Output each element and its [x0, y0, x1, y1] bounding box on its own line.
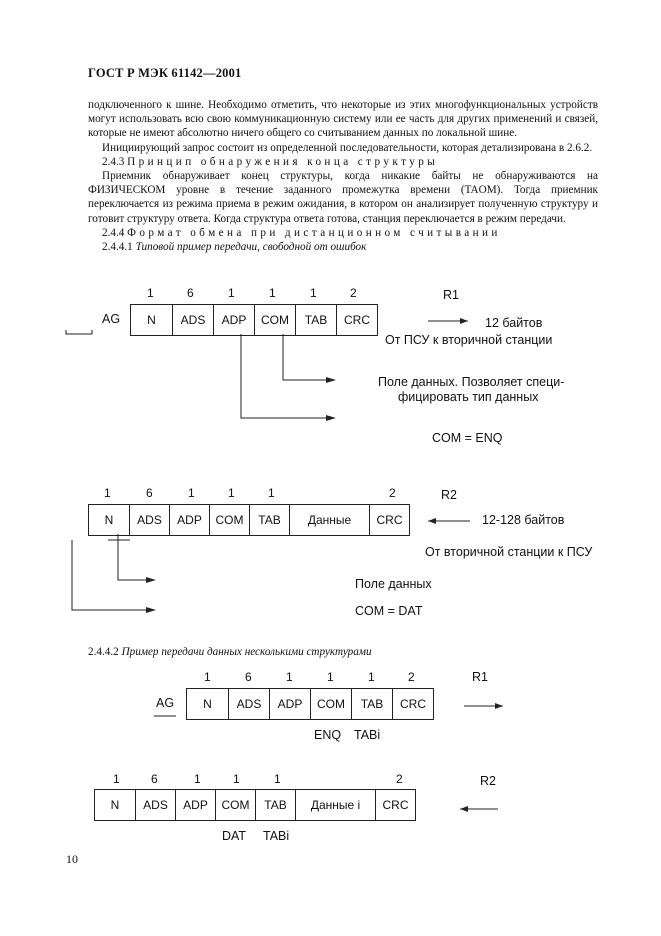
- connector-n: [72, 540, 150, 610]
- page-number: 10: [66, 852, 78, 866]
- data-field-note: Поле данных: [355, 577, 432, 591]
- com-value: ENQ: [314, 728, 342, 742]
- byte-count: 1: [147, 286, 154, 300]
- arrowhead: [146, 577, 156, 583]
- byte-count: 2: [396, 772, 403, 786]
- field-ads: ADS: [129, 505, 169, 535]
- byte-count: 1: [269, 286, 276, 300]
- byte-count: 1: [228, 286, 235, 300]
- byte-count: 6: [151, 772, 158, 786]
- arrowhead: [495, 703, 503, 709]
- byte-count: 1: [268, 486, 275, 500]
- byte-count: 1: [368, 670, 375, 684]
- field-adp: ADP: [269, 689, 310, 719]
- connector-adp: [241, 334, 330, 418]
- field-tab: TAB: [351, 689, 392, 719]
- field-com: COM: [209, 505, 249, 535]
- section-title: Пример передачи данных несколькими структурами: [121, 646, 372, 658]
- field-adp: ADP: [169, 505, 209, 535]
- field-n: N: [104, 513, 114, 527]
- section-number: 2.4.4: [102, 226, 125, 239]
- connector-com: [283, 334, 330, 380]
- field-n: N: [147, 313, 156, 327]
- byte-count: 2: [408, 670, 415, 684]
- byte-count: 1: [233, 772, 240, 786]
- document-header: ГОСТ Р МЭК 61142—2001: [88, 66, 242, 80]
- field-ads: ADS: [135, 790, 175, 820]
- field-crc: CRC: [369, 505, 409, 535]
- field-crc: CRC: [375, 790, 415, 820]
- frame-size: 12 байтов: [485, 316, 543, 330]
- byte-count: 1: [194, 772, 201, 786]
- field-crc: CRC: [336, 305, 377, 335]
- ag-bracket: [66, 330, 92, 334]
- paragraph-continuation: подключенного к шине. Необходимо отметить, что некоторые из этих многофункциональных устройств могут использовать всю свою коммуникационную систему или ее часть для других применений и связей, которые не имеют абсолютно ничего общего со считыванием данных по локальной шине.: [88, 99, 598, 140]
- field-tab: TAB: [255, 790, 295, 820]
- ag-prefix: AG: [102, 312, 121, 326]
- com-value: COM = ENQ: [432, 431, 503, 445]
- byte-count: 1: [274, 772, 281, 786]
- field-n: N: [203, 697, 212, 711]
- section-title: Типовой пример передачи, свободной от ошибок: [135, 241, 367, 254]
- arrowhead: [460, 806, 468, 812]
- field-adp: ADP: [175, 790, 215, 820]
- section-number: 2.4.4.1: [102, 241, 133, 254]
- field-com: COM: [310, 689, 351, 719]
- com-value: COM = DAT: [355, 604, 423, 618]
- field-ads: ADS: [228, 689, 269, 719]
- field-com: COM: [254, 305, 295, 335]
- ag-prefix: AG: [156, 696, 175, 710]
- section-number: 2.4.3: [102, 155, 125, 168]
- field-data-i: Данные i: [295, 790, 375, 820]
- frame-label: R1: [472, 670, 488, 684]
- field-data: Данные: [289, 505, 369, 535]
- byte-count: 1: [310, 286, 317, 300]
- byte-count: 1: [204, 670, 211, 684]
- byte-count: 1: [327, 670, 334, 684]
- arrowhead: [146, 607, 156, 613]
- frame-label: R2: [441, 488, 457, 502]
- tab-value: TABi: [354, 728, 381, 742]
- frame-size: 12-128 байтов: [482, 513, 565, 527]
- field-tab: TAB: [295, 305, 336, 335]
- byte-count: 2: [350, 286, 357, 300]
- section-title: Принцип обнаружения конца структуры: [127, 155, 439, 168]
- byte-count: 1: [188, 486, 195, 500]
- byte-count: 2: [389, 486, 396, 500]
- field-tab: TAB: [249, 505, 289, 535]
- frame-direction: От вторичной станции к ПСУ: [425, 545, 593, 559]
- arrowhead: [326, 415, 336, 421]
- byte-count: 1: [113, 772, 120, 786]
- field-adp: ADP: [213, 305, 254, 335]
- tab-value: TABi: [263, 829, 290, 843]
- field-n: N: [110, 798, 120, 812]
- field-com: COM: [215, 790, 255, 820]
- byte-count: 6: [146, 486, 153, 500]
- paragraph-request: Инициирующий запрос состоит из определенной последовательности, которая детализирована в 2.6.2.: [102, 141, 593, 154]
- field-ads: ADS: [172, 305, 213, 335]
- connector-ads: [118, 534, 150, 580]
- data-field-note: фицировать тип данных: [398, 390, 539, 404]
- byte-count: 6: [245, 670, 252, 684]
- frame-label: R2: [480, 774, 496, 788]
- frame-direction: От ПСУ к вторичной станции: [385, 333, 553, 347]
- section-number: 2.4.4.2: [88, 646, 119, 658]
- byte-count: 1: [228, 486, 235, 500]
- paragraph-end-detection: Приемник обнаруживает конец структуры, когда никакие байты не обнаруживаются на ФИЗИЧЕСКОМ уровне в течение заданного промежутка времени (TAOM). Тогда приемник переключается из режима приема в режим ожидания, в котором он анализирует полученную структуру и готовит структуру ответа. Когда структура ответа готова, станция переключается в режим передачи.: [88, 170, 598, 225]
- com-value: DAT: [222, 829, 247, 843]
- field-crc: CRC: [392, 689, 433, 719]
- byte-count: 1: [104, 486, 111, 500]
- arrowhead: [326, 377, 336, 383]
- byte-count: 6: [187, 286, 194, 300]
- data-field-note: Поле данных. Позволяет специ-: [378, 375, 565, 389]
- frame-label: R1: [443, 288, 459, 302]
- arrowhead: [428, 518, 436, 524]
- byte-count: 1: [286, 670, 293, 684]
- section-title: Формат обмена при дистанционном считывании: [127, 226, 501, 239]
- arrowhead: [460, 318, 468, 324]
